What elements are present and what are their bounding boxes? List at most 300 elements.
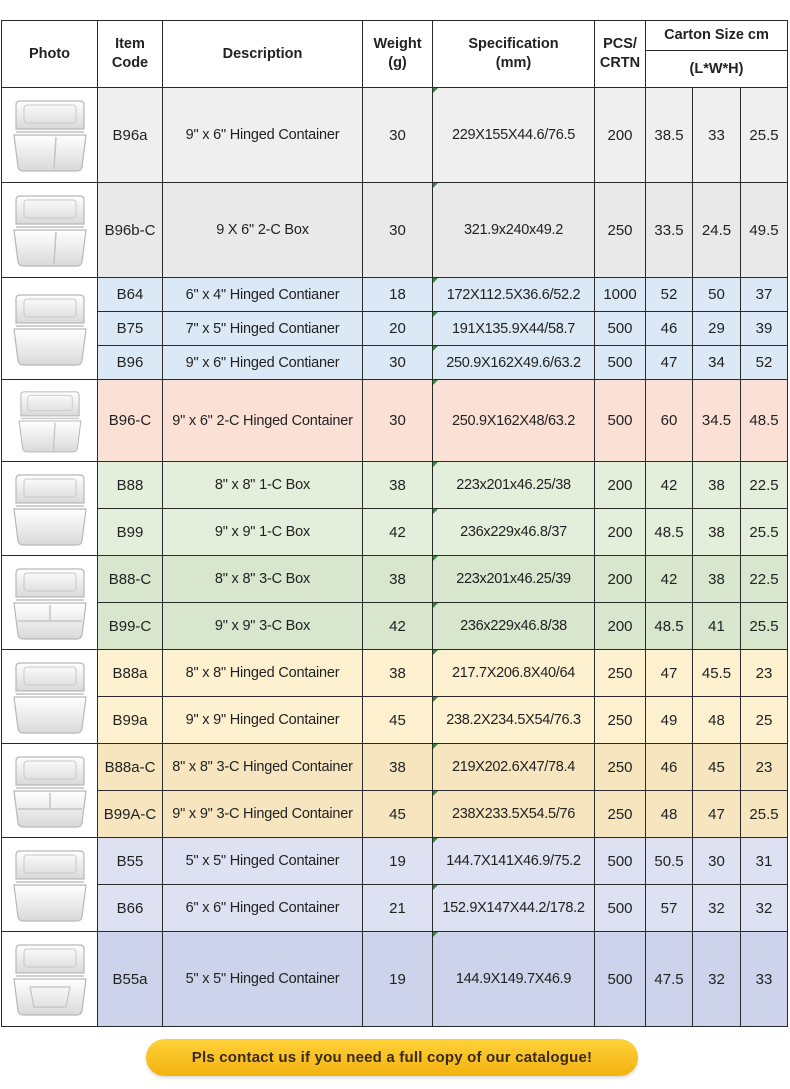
carton-width-cell-text: 29 [708, 320, 725, 337]
header-weight: Weight (g) [363, 21, 433, 88]
carton-length-cell [646, 312, 693, 346]
table-row [2, 183, 788, 278]
item-code-cell-text: B88-C [108, 570, 152, 588]
carton-width-cell [693, 346, 741, 380]
specification-cell [433, 346, 595, 380]
description-cell [163, 744, 363, 791]
pcs-cell-text: 250 [607, 221, 633, 239]
pcs-cell [595, 278, 646, 312]
carton-width-cell-text: 32 [708, 899, 725, 917]
carton-width-cell-text: 50 [708, 286, 725, 303]
description-cell-text: 8" x 8" Hinged Container [185, 665, 340, 681]
description-cell [163, 932, 363, 1027]
pcs-cell-text: 250 [607, 711, 633, 729]
carton-width-cell [693, 650, 741, 697]
item-code-cell-text: B88 [116, 476, 144, 494]
carton-height-cell-text: 25.5 [749, 523, 779, 541]
carton-length-cell-text: 48 [660, 805, 678, 823]
weight-cell-text: 18 [389, 286, 406, 303]
item-code-cell [98, 183, 163, 278]
product-photo [2, 380, 98, 462]
description-cell [163, 838, 363, 885]
carton-width-cell-text: 41 [708, 617, 725, 635]
cell-comment-marker-icon [433, 650, 438, 655]
description-cell-text: 5" x 5" Hinged Container [185, 971, 340, 987]
item-code-cell [98, 556, 163, 603]
table-row [2, 462, 788, 509]
carton-length-cell-text: 46 [660, 320, 678, 337]
carton-height-cell [741, 88, 788, 183]
item-code-cell-text: B96 [116, 354, 144, 371]
description-cell-text: 6" x 4" Hinged Contianer [185, 286, 340, 303]
product-rows [2, 88, 788, 1027]
square-one-compartment-box-icon [2, 467, 97, 551]
carton-width-cell-text: 45 [708, 758, 725, 776]
pcs-cell-text: 250 [607, 664, 633, 682]
product-photo [2, 650, 98, 744]
description-cell-text: 5" x 5" Hinged Container [185, 853, 340, 869]
specification-cell [433, 312, 595, 346]
weight-cell-text: 30 [389, 354, 406, 371]
item-code-cell-text: B88a [112, 664, 148, 682]
carton-width-cell [693, 791, 741, 838]
pcs-cell-text: 500 [607, 852, 633, 870]
item-code-cell-text: B96b-C [104, 221, 156, 239]
specification-cell-text: 236x229x46.8/38 [460, 618, 567, 634]
pcs-cell-text: 200 [607, 617, 633, 635]
carton-width-cell [693, 278, 741, 312]
carton-height-cell [741, 932, 788, 1027]
two-compartment-clamshell-icon [2, 93, 97, 177]
item-code-cell-text: B99-C [108, 617, 152, 635]
carton-height-cell [741, 697, 788, 744]
item-code-cell [98, 838, 163, 885]
carton-width-cell [693, 744, 741, 791]
carton-width-cell [693, 885, 741, 932]
specification-cell-text: 223x201x46.25/39 [456, 571, 571, 587]
weight-cell [363, 744, 433, 791]
specification-cell [433, 380, 595, 462]
weight-cell-text: 30 [389, 412, 406, 429]
carton-length-cell-text: 47 [660, 664, 678, 682]
cell-comment-marker-icon [433, 697, 438, 702]
pcs-cell-text: 200 [607, 476, 633, 494]
weight-cell-text: 42 [389, 617, 406, 635]
table-row [2, 932, 788, 1027]
specification-cell-text: 144.7X141X46.9/75.2 [446, 853, 581, 869]
pcs-cell [595, 603, 646, 650]
cell-comment-marker-icon [433, 885, 438, 890]
specification-cell-text: 172X112.5X36.6/52.2 [446, 286, 581, 303]
table-row [2, 838, 788, 885]
three-compartment-box-icon [2, 561, 97, 645]
carton-width-cell-text: 33 [708, 126, 725, 144]
contact-banner[interactable] [146, 1039, 638, 1076]
carton-length-cell-text: 46 [660, 758, 678, 776]
description-cell [163, 885, 363, 932]
weight-cell-text: 30 [389, 221, 406, 239]
carton-height-cell-text: 49.5 [749, 221, 779, 239]
carton-width-cell [693, 556, 741, 603]
carton-width-cell [693, 183, 741, 278]
table-row [2, 744, 788, 791]
specification-cell [433, 697, 595, 744]
item-code-cell [98, 380, 163, 462]
pcs-cell-text: 500 [607, 320, 633, 337]
specification-cell-text: 321.9x240x49.2 [464, 222, 563, 238]
specification-cell-text: 238X233.5X54.5/76 [451, 806, 576, 822]
pcs-cell [595, 509, 646, 556]
weight-cell [363, 88, 433, 183]
header-pcs-per-carton: PCS/ CRTN [595, 21, 646, 88]
cell-comment-marker-icon [433, 278, 438, 283]
carton-height-cell-text: 22.5 [749, 476, 779, 494]
two-compartment-hinged-container-icon [2, 385, 97, 457]
specification-cell-text: 250.9X162X49.6/63.2 [446, 354, 581, 371]
carton-length-cell-text: 60 [660, 412, 678, 429]
table-row [2, 650, 788, 697]
carton-height-cell-text: 23 [755, 664, 773, 682]
weight-cell-text: 38 [389, 758, 406, 776]
pcs-cell [595, 88, 646, 183]
item-code-cell-text: B55 [116, 852, 144, 870]
three-compartment-hinged-container-icon [2, 749, 97, 833]
table-row [2, 791, 788, 838]
weight-cell [363, 312, 433, 346]
description-cell-text: 9" x 9" 1-C Box [214, 524, 311, 540]
item-code-cell [98, 462, 163, 509]
header-item-code: Item Code [98, 21, 163, 88]
carton-width-cell-text: 32 [708, 970, 725, 988]
carton-length-cell [646, 650, 693, 697]
carton-length-cell-text: 52 [660, 286, 678, 303]
pcs-cell [595, 744, 646, 791]
item-code-cell [98, 932, 163, 1027]
weight-cell [363, 932, 433, 1027]
weight-cell-text: 20 [389, 320, 406, 337]
weight-cell [363, 183, 433, 278]
header-photo: Photo [2, 21, 98, 88]
pcs-cell-text: 250 [607, 758, 633, 776]
carton-length-cell-text: 48.5 [654, 617, 684, 635]
specification-cell-text: 238.2X234.5X54/76.3 [446, 712, 581, 728]
item-code-cell-text: B96a [112, 126, 148, 144]
product-photo [2, 838, 98, 932]
carton-width-cell [693, 380, 741, 462]
carton-length-cell [646, 603, 693, 650]
product-photo [2, 183, 98, 278]
table-row [2, 885, 788, 932]
cell-comment-marker-icon [433, 380, 438, 385]
carton-height-cell [741, 838, 788, 885]
specification-cell [433, 462, 595, 509]
item-code-cell [98, 697, 163, 744]
item-code-cell [98, 791, 163, 838]
carton-length-cell [646, 509, 693, 556]
pcs-cell [595, 312, 646, 346]
header-carton-size: Carton Size cm [646, 21, 788, 51]
carton-width-cell-text: 45.5 [701, 664, 732, 682]
weight-cell-text: 45 [389, 805, 406, 823]
product-photo [2, 556, 98, 650]
header-specification: Specification (mm) [433, 21, 595, 88]
weight-cell-text: 21 [389, 899, 406, 917]
table-row [2, 312, 788, 346]
cell-comment-marker-icon [433, 462, 438, 467]
pcs-cell [595, 650, 646, 697]
specification-cell-text: 229X155X44.6/76.5 [451, 127, 576, 143]
weight-cell [363, 791, 433, 838]
carton-length-cell [646, 932, 693, 1027]
specification-cell-text: 152.9X147X44.2/178.2 [442, 900, 585, 916]
open-clamshell-icon [2, 937, 97, 1021]
pcs-cell [595, 556, 646, 603]
carton-height-cell [741, 603, 788, 650]
carton-height-cell-text: 39 [755, 320, 773, 337]
carton-height-cell [741, 885, 788, 932]
carton-width-cell-text: 24.5 [701, 221, 732, 239]
description-cell [163, 650, 363, 697]
carton-height-cell [741, 509, 788, 556]
table-row [2, 346, 788, 380]
description-cell-text: 9" x 9" Hinged Container [185, 712, 340, 728]
weight-cell [363, 556, 433, 603]
cell-comment-marker-icon [433, 603, 438, 608]
description-cell [163, 462, 363, 509]
small-square-clamshell-icon [2, 843, 97, 927]
carton-length-cell-text: 50.5 [654, 852, 684, 870]
carton-length-cell-text: 47.5 [654, 970, 684, 988]
weight-cell-text: 30 [389, 126, 406, 144]
weight-cell [363, 650, 433, 697]
carton-width-cell-text: 38 [708, 523, 725, 541]
description-cell-text: 9" x 6" Hinged Container [185, 127, 340, 143]
item-code-cell [98, 744, 163, 791]
cell-comment-marker-icon [433, 744, 438, 749]
cell-comment-marker-icon [433, 791, 438, 796]
item-code-cell-text: B75 [116, 320, 144, 337]
pcs-cell-text: 250 [607, 805, 633, 823]
item-code-cell-text: B64 [116, 286, 144, 303]
pcs-cell-text: 500 [607, 899, 633, 917]
specification-cell [433, 183, 595, 278]
cell-comment-marker-icon [433, 556, 438, 561]
cell-comment-marker-icon [433, 838, 438, 843]
pcs-cell [595, 697, 646, 744]
item-code-cell [98, 603, 163, 650]
cell-comment-marker-icon [433, 183, 438, 188]
weight-cell [363, 697, 433, 744]
specification-cell [433, 509, 595, 556]
product-spec-table [1, 20, 788, 1027]
weight-cell [363, 346, 433, 380]
item-code-cell [98, 346, 163, 380]
description-cell-text: 8" x 8" 3-C Hinged Container [172, 759, 353, 775]
specification-cell-text: 217.7X206.8X40/64 [451, 665, 576, 681]
carton-height-cell [741, 744, 788, 791]
weight-cell [363, 885, 433, 932]
carton-width-cell-text: 34 [708, 354, 725, 371]
table-row [2, 556, 788, 603]
specification-cell-text: 144.9X149.7X46.9 [455, 971, 572, 987]
carton-width-cell [693, 838, 741, 885]
description-cell [163, 346, 363, 380]
carton-width-cell [693, 603, 741, 650]
weight-cell-text: 19 [389, 852, 406, 870]
description-cell [163, 380, 363, 462]
specification-cell-text: 250.9X162X48/63.2 [451, 412, 576, 429]
carton-width-cell-text: 30 [708, 852, 725, 870]
description-cell [163, 278, 363, 312]
carton-length-cell [646, 744, 693, 791]
description-cell [163, 791, 363, 838]
carton-height-cell-text: 25.5 [749, 805, 779, 823]
table-row [2, 88, 788, 183]
carton-height-cell [741, 791, 788, 838]
carton-length-cell-text: 42 [660, 476, 678, 494]
item-code-cell [98, 88, 163, 183]
table-row [2, 603, 788, 650]
carton-length-cell [646, 278, 693, 312]
carton-width-cell-text: 48 [708, 711, 725, 729]
carton-width-cell [693, 312, 741, 346]
carton-height-cell [741, 312, 788, 346]
pcs-cell [595, 462, 646, 509]
item-code-cell [98, 278, 163, 312]
specification-cell [433, 88, 595, 183]
carton-height-cell-text: 25.5 [749, 126, 779, 144]
weight-cell [363, 278, 433, 312]
carton-height-cell-text: 33 [755, 970, 773, 988]
carton-length-cell [646, 697, 693, 744]
description-cell [163, 603, 363, 650]
weight-cell [363, 838, 433, 885]
header-carton-dims: (L*W*H) [646, 51, 788, 88]
carton-length-cell-text: 57 [660, 899, 678, 917]
carton-height-cell-text: 25 [755, 711, 773, 729]
specification-cell-text: 219X202.6X47/78.4 [451, 759, 576, 775]
cell-comment-marker-icon [433, 509, 438, 514]
cell-comment-marker-icon [433, 932, 438, 937]
description-cell-text: 9 X 6" 2-C Box [216, 222, 309, 238]
carton-height-cell [741, 278, 788, 312]
pcs-cell [595, 885, 646, 932]
product-photo [2, 88, 98, 183]
description-cell-text: 9" x 9" 3-C Box [214, 618, 311, 634]
carton-length-cell-text: 47 [660, 354, 678, 371]
contact-banner-text: Pls contact us if you need a full copy of our catalogue! [191, 1049, 593, 1066]
weight-cell-text: 38 [389, 570, 406, 588]
table-row [2, 380, 788, 462]
pcs-cell [595, 791, 646, 838]
pcs-cell-text: 200 [607, 570, 633, 588]
carton-height-cell-text: 23 [755, 758, 773, 776]
pcs-cell-text: 200 [607, 523, 633, 541]
item-code-cell-text: B96-C [108, 412, 152, 429]
item-code-cell-text: B99 [116, 523, 144, 541]
carton-length-cell [646, 183, 693, 278]
carton-length-cell [646, 462, 693, 509]
carton-height-cell-text: 25.5 [749, 617, 779, 635]
carton-length-cell [646, 346, 693, 380]
item-code-cell [98, 885, 163, 932]
header-description: Description [163, 21, 363, 88]
carton-height-cell-text: 48.5 [749, 412, 779, 429]
item-code-cell-text: B99A-C [103, 805, 157, 823]
description-cell-text: 8" x 8" 3-C Box [214, 571, 311, 587]
description-cell-text: 9" x 6" 2-C Hinged Container [172, 412, 353, 429]
table-row [2, 697, 788, 744]
specification-cell [433, 885, 595, 932]
item-code-cell [98, 312, 163, 346]
weight-cell [363, 603, 433, 650]
weight-cell-text: 42 [389, 523, 406, 541]
specification-cell [433, 744, 595, 791]
carton-length-cell [646, 791, 693, 838]
carton-length-cell-text: 38.5 [654, 126, 684, 144]
carton-height-cell-text: 22.5 [749, 570, 779, 588]
description-cell [163, 509, 363, 556]
rectangular-clamshell-icon [2, 287, 97, 371]
description-cell-text: 9" x 6" Hinged Contianer [185, 354, 340, 371]
two-compartment-box-icon [2, 188, 97, 272]
pcs-cell [595, 346, 646, 380]
item-code-cell-text: B99a [112, 711, 148, 729]
cell-comment-marker-icon [433, 88, 438, 93]
item-code-cell [98, 509, 163, 556]
description-cell-text: 7" x 5" Hinged Contianer [185, 320, 340, 337]
description-cell-text: 9" x 9" 3-C Hinged Container [172, 806, 353, 822]
table-row [2, 509, 788, 556]
carton-height-cell [741, 183, 788, 278]
carton-length-cell [646, 380, 693, 462]
carton-width-cell [693, 88, 741, 183]
description-cell-text: 6" x 6" Hinged Container [185, 900, 340, 916]
weight-cell [363, 509, 433, 556]
carton-length-cell-text: 49 [660, 711, 678, 729]
carton-length-cell-text: 48.5 [654, 523, 684, 541]
carton-width-cell [693, 462, 741, 509]
carton-length-cell [646, 88, 693, 183]
carton-length-cell [646, 556, 693, 603]
carton-length-cell-text: 42 [660, 570, 678, 588]
specification-cell [433, 932, 595, 1027]
weight-cell-text: 38 [389, 476, 406, 494]
pcs-cell-text: 500 [607, 354, 633, 371]
carton-width-cell-text: 38 [708, 570, 725, 588]
specification-cell [433, 650, 595, 697]
item-code-cell-text: B66 [116, 899, 144, 917]
pcs-cell-text: 500 [607, 412, 633, 429]
weight-cell [363, 380, 433, 462]
carton-height-cell [741, 556, 788, 603]
pcs-cell-text: 200 [607, 126, 633, 144]
pcs-cell-text: 1000 [603, 286, 637, 303]
carton-height-cell-text: 31 [755, 852, 773, 870]
carton-height-cell-text: 52 [755, 354, 773, 371]
carton-width-cell [693, 697, 741, 744]
carton-width-cell [693, 509, 741, 556]
specification-cell-text: 223x201x46.25/38 [456, 477, 571, 493]
product-photo [2, 744, 98, 838]
square-hinged-container-icon [2, 655, 97, 739]
carton-height-cell-text: 37 [755, 286, 773, 303]
weight-cell [363, 462, 433, 509]
pcs-cell [595, 380, 646, 462]
carton-height-cell [741, 380, 788, 462]
carton-height-cell-text: 32 [755, 899, 773, 917]
description-cell [163, 556, 363, 603]
